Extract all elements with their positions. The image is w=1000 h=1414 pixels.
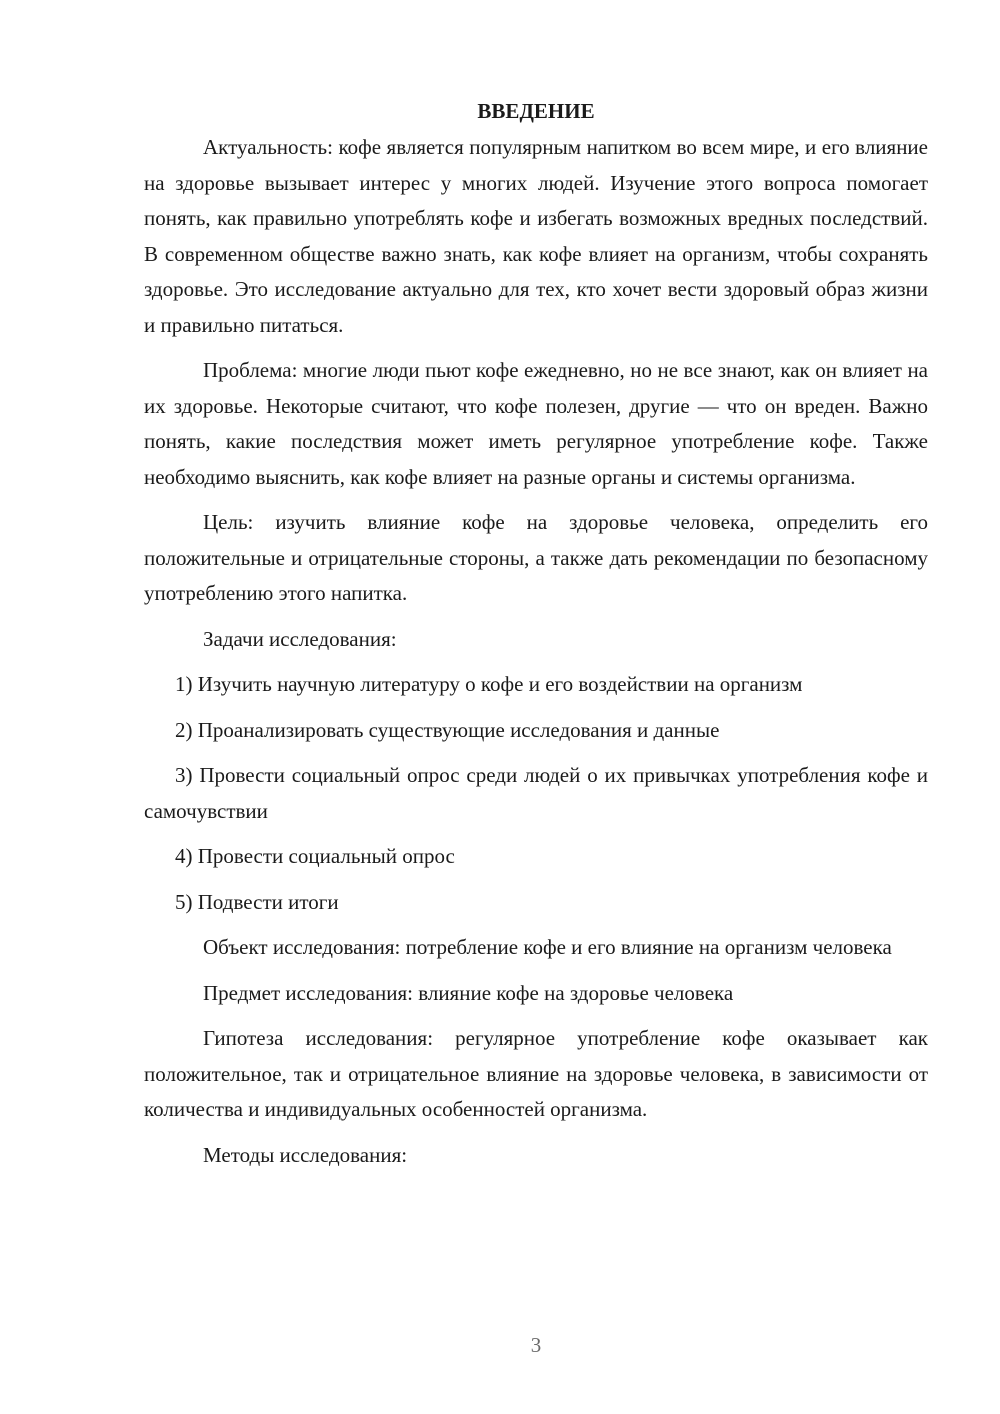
task-item-1: 1) Изучить научную литературу о кофе и его воздействии на организм [175,672,803,696]
task-item-3: 3) Провести социальный опрос среди людей о их привычках употребления кофе и самочувствии [144,763,928,823]
relevance-paragraph: Актуальность: кофе является популярным напитком во всем мире, и его влияние на здоровье вызывает интерес у многих людей. Изучение этого вопроса помогает понять, как правильно употреблять кофе и избегать возможных вредных последствий. В современном обществе важно знать, как кофе влияет на организм, чтобы сохранять здоровье. Это исследование актуально для тех, кто хочет вести здоровый образ жизни и правильно питаться. [144,135,928,337]
page-number: 3 [530,1333,542,1357]
page-content [144,96,928,1183]
subject-paragraph: Предмет исследования: влияние кофе на здоровье человека [203,980,734,1005]
tasks-heading: Задачи исследования: [203,626,397,651]
hypothesis-paragraph: Гипотеза исследования: регулярное употребление кофе оказывает как положительное, так и отрицательное влияние на здоровье человека, в зависимости от количества и индивидуальных особенностей организма. [144,1026,928,1121]
task-item-2: 2) Проанализировать существующие исследования и данные [175,717,720,742]
task-item-5: 5) Подвести итоги [175,889,339,914]
object-paragraph: Объект исследования: потребление кофе и его влияние на организм человека [203,935,892,959]
problem-paragraph: Проблема: многие люди пьют кофе ежедневно, но не все знают, как он влияет на их здоровье. Некоторые считают, что кофе полезен, другие — что он вреден. Важно понять, какие последствия может иметь регулярное употребление кофе. Также необходимо выяснить, как кофе влияет на разные органы и системы организма. [144,358,928,489]
methods-heading: Методы исследования: [203,1142,408,1167]
task-item-4: 4) Провести социальный опрос [175,844,455,868]
goal-paragraph: Цель: изучить влияние кофе на здоровье человека, определить его положительные и отрицательные стороны, а также дать рекомендации по безопасному употреблению этого напитка. [144,510,928,605]
page-title: ВВЕДЕНИЕ [477,99,595,123]
